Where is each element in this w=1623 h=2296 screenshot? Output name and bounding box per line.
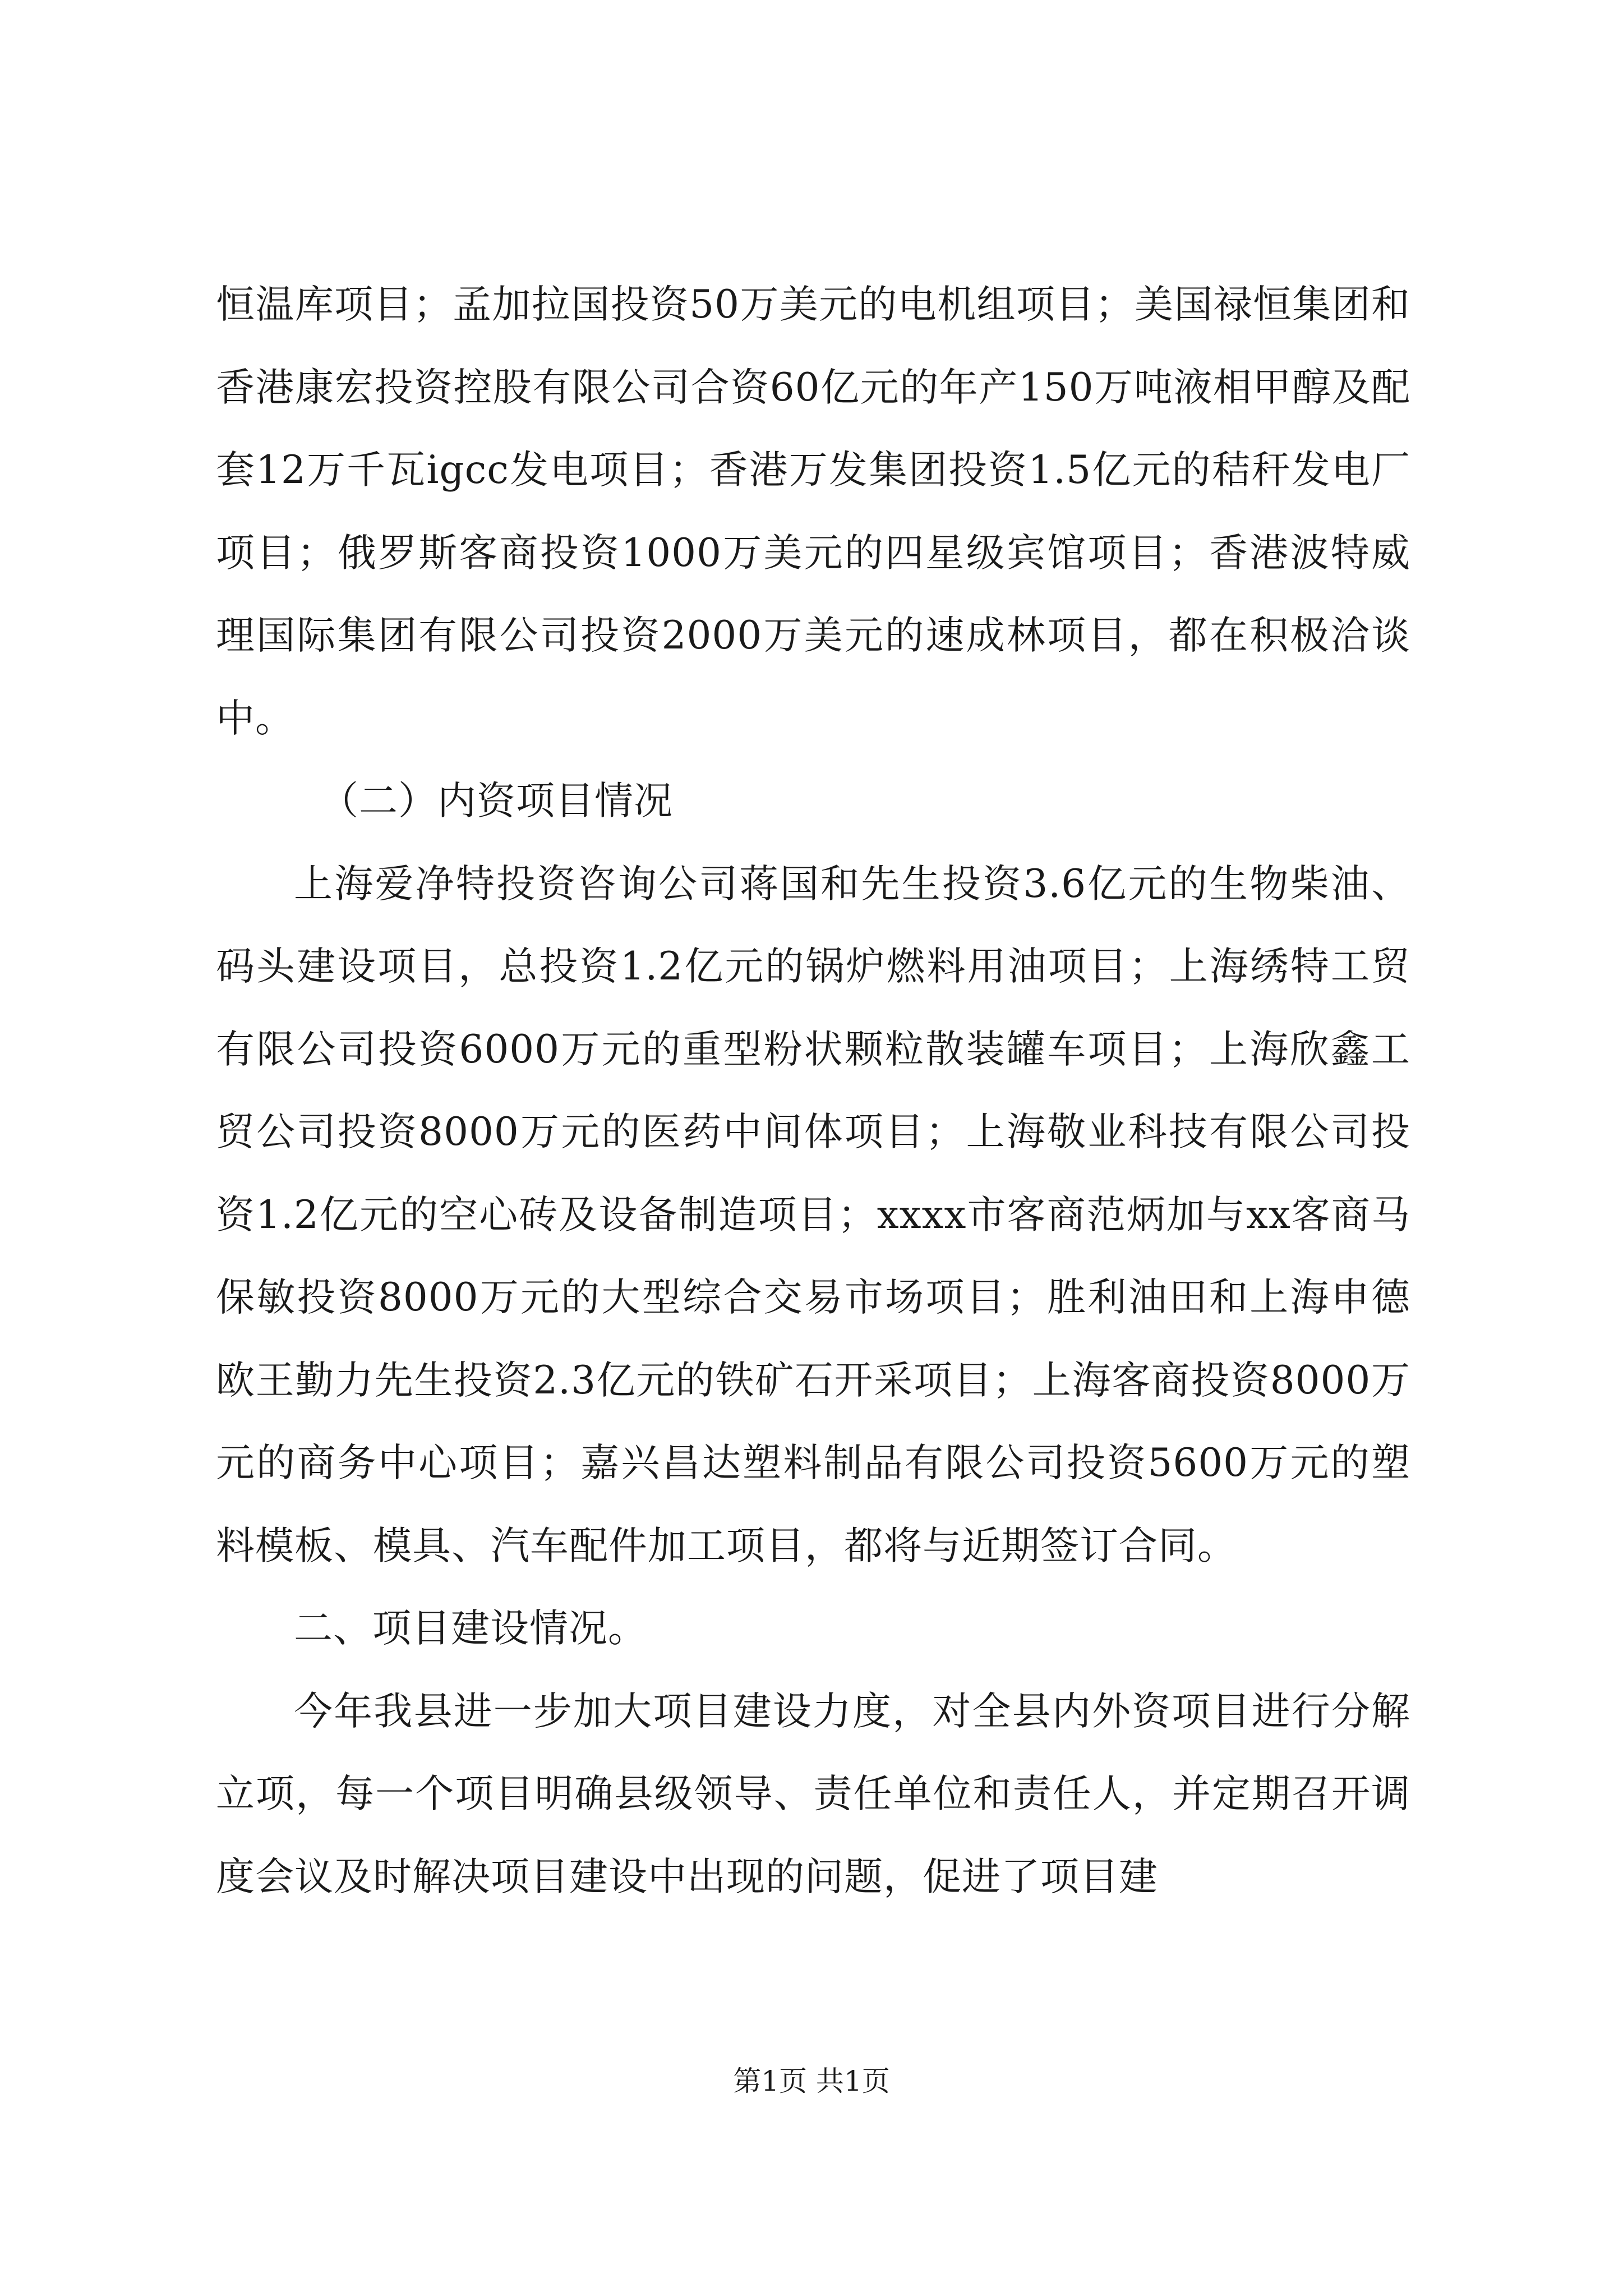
page-footer: 第1页 共1页 xyxy=(733,2065,890,2097)
section-heading-project-construction: 二、项目建设情况。 xyxy=(294,1606,647,1651)
paragraph-project-construction: 今年我县进一步加大项目建设力度，对全县内外资项目进行分解立项，每一个项目明确县级领导、责任单位和责任人，并定期召开调度会议及时解决项目建设中出现的问题，促进了项目建 xyxy=(216,1688,1410,1899)
section-heading-domestic-projects: （二）内资项目情况 xyxy=(320,779,673,823)
document-body xyxy=(216,264,1410,1918)
paragraph-foreign-investment-continued: 恒温库项目；孟加拉国投资50万美元的电机组项目；美国禄恒集团和香港康宏投资控股有限公司合资60亿元的年产150万吨液相甲醇及配套12万千瓦igcc发电项目；香港万发集团投资1.5亿元的秸秆发电厂项目；俄罗斯客商投资1000万美元的四星级宾馆项目；香港波特威理国际集团有限公司投资2000万美元的速成林项目，都在积极洽谈中。 xyxy=(216,282,1410,741)
paragraph-domestic-projects: 上海爱净特投资咨询公司蒋国和先生投资3.6亿元的生物柴油、码头建设项目，总投资1.2亿元的锅炉燃料用油项目；上海绣特工贸有限公司投资6000万元的重型粉状颗粒散装罐车项目；上海欣鑫工贸公司投资8000万元的医药中间体项目；上海敬业科技有限公司投资1.2亿元的空心砖及设备制造项目；xxxx市客商范炳加与xx客商马保敏投资8000万元的大型综合交易市场项目；胜利油田和上海申德欧王勤力先生投资2.3亿元的铁矿石开采项目；上海客商投资8000万元的商务中心项目；嘉兴昌达塑料制品有限公司投资5600万元的塑料模板、模具、汽车配件加工项目，都将与近期签订合同。 xyxy=(216,861,1410,1568)
